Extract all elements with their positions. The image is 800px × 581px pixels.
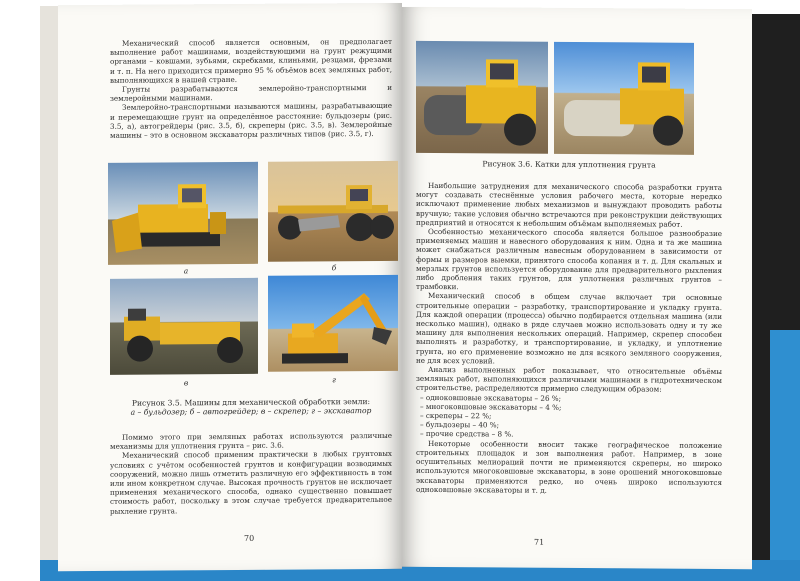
list-item: – прочие средства – 8 %. (420, 429, 514, 440)
list-item: – одноковшовые экскаваторы – 26 %; (420, 392, 562, 403)
figure-caption-3-5 (110, 397, 392, 417)
photo-roller-2 (554, 42, 694, 155)
book-cover-blue-strip (770, 330, 800, 566)
book-edge-left (40, 6, 59, 566)
left-page (58, 3, 402, 571)
figure-caption-legend: а – бульдозер; б – автогрейдер; в – скрепер; г – экскаватор (130, 406, 372, 417)
photo-grader (268, 161, 398, 262)
photo-scraper (110, 278, 258, 375)
page-number-right: 71 (534, 537, 545, 547)
paragraph: Анализ выполненных работ показывает, что относительные объёмы земляных работ, выполняющихся различными машинами в гидротехническом строительстве, распределяются примерно следующим образом: (416, 365, 722, 395)
photo-excavator (268, 275, 398, 372)
paragraph: Некоторые особенности вносит также географическое положение строительных площадок и зон выполнения работ. Например, в зоне осушительных мелиораций почти не применяются скреперы, но широко используются многоковшовые экскаваторы, в зоне орошений многоковшовые экскаваторы применяются редко, но очень широко используются одноковшовые экскаваторы и т. д. (416, 438, 722, 495)
right-page (402, 7, 752, 569)
paragraph: Механический способ является основным, он предполагает выполнение работ машинами, воздействующими на грунт режущими органами – ковшами, зубьями, скребками, клиньями, резцами, фрезами и т. п. На него приходится примерно 95 % объёмов всех земляных работ, выполняющихся в нашей стране. (110, 36, 392, 85)
list-item: – многоковшовые экскаваторы – 4 %; (420, 401, 562, 412)
paragraph: Особенностью механического способа является большое разнообразие применяемых машин и навесного оборудования к ним. Одна и та же машина может снабжаться различным навесным оборудованием в зависимости от формы и размеров выемки, принятого способа копания и т. д. Для скальных и мерзлых грунтов используется оборудование для предварительного рыхления либо дробления таких грунтов, для уплотнения различных грунтов – трамбовки. (416, 226, 722, 292)
paragraph: Механический способ применим практически в любых грунтовых условиях с учётом особенностей грунтов и конфигурации возводимых сооружений, можно лишь отметить различную его эффективность в том или ином конкретном случае. Высокая прочность грунтов не исключает применения механического способа, однако существенно повышает стоимость работ, поскольку в этом случае требуется предварительное рыхление грунта. (110, 449, 392, 516)
paragraph: Грунты разрабатываются землеройно-транспортными и землеройными машинами. (110, 82, 392, 104)
paragraph: Наибольшие затруднения для механического способа разработки грунта могут создавать стеснённые условия рабочего места, которые нередко исключают применение любых механизмов и вынуждают проводить работы вручную; такие условия обычно встречаются при реконструкции действующих предприятий и относятся к небольшим объёмам выполняемых работ. (416, 180, 722, 229)
list-item: – скреперы – 22 %; (420, 410, 492, 421)
page-number-left: 70 (244, 533, 255, 543)
photo-roller-1 (416, 41, 548, 154)
photo-label-v: в (183, 378, 189, 388)
left-top-text (110, 37, 392, 140)
photo-label-a: а (183, 266, 189, 276)
list-item: – бульдозеры – 40 %; (420, 420, 500, 430)
photo-label-b: б (331, 263, 337, 273)
machine-share-list (416, 393, 722, 441)
right-main-text (416, 181, 722, 496)
paragraph: Землеройно-транспортными называются машины, разрабатывающие и перемещающие грунт на определённое расстояние: бульдозеры (рис. 3.5, а), автогрейдеры (рис. 3.5, б), скреперы (рис. 3.5, в). Землеройные машины – это в основном экскаваторы различных типов (рис. 3.5, г). (110, 101, 392, 140)
figure-caption-title: Рисунок 3.5. Машины для механической обработки земли: (131, 397, 371, 408)
left-bottom-text (110, 431, 392, 516)
figure-caption-3-6: Рисунок 3.6. Катки для уплотнения грунта (482, 159, 656, 170)
photo-bulldozer (108, 162, 258, 265)
photo-label-g: г (332, 375, 336, 385)
paragraph: Механический способ в общем случае включает три основные строительные операции – разработку, транспортирование и укладку грунта. Для каждой операции (процесса) обычно подбирается отдельная машина (или несколько машин), однако в ряде случаев можно использовать одну и ту же машину для выполнения нескольких операций. Например, скрепер способен выполнять и разработку, и транспортирование, и укладку, и уплотнение грунта, но его применение возможно не для всякого земляного сооружения, не для всех условий. (416, 291, 722, 366)
paragraph: Помимо этого при земляных работах используются различные механизмы для уплотнения грунта – рис. 3.6. (110, 430, 392, 452)
